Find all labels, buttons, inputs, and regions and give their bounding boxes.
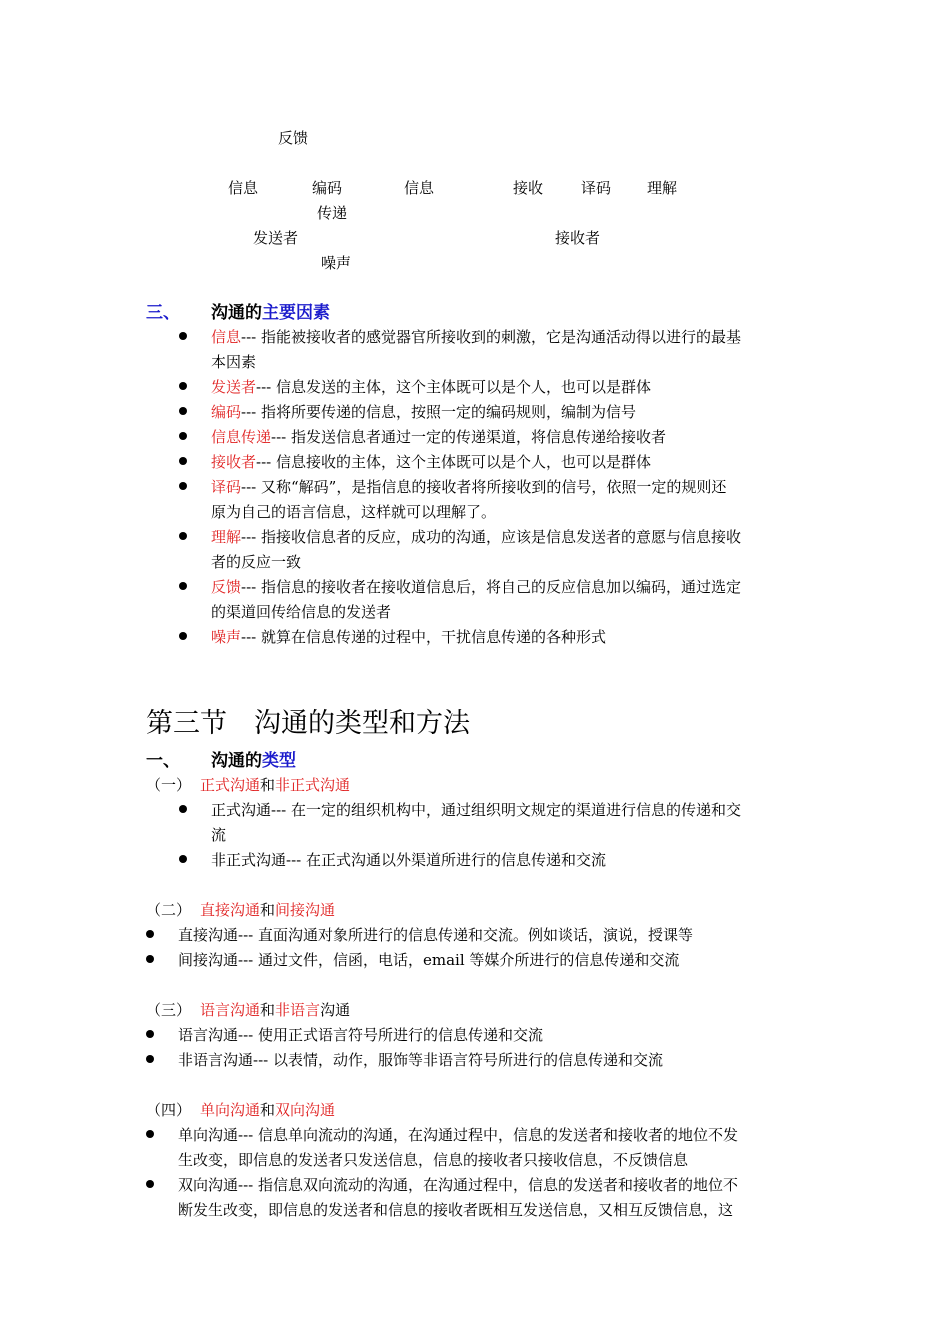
factor-term: 信息 (211, 328, 242, 346)
type-a: 单向沟通 (200, 1101, 261, 1119)
factor-term: 信息传递 (211, 428, 272, 446)
bullet-icon (179, 382, 187, 390)
bullet-icon (179, 482, 187, 490)
list-item: 直接沟通--- 直面沟通对象所进行的信息传递和交流。例如谈话，演说，授课等 (178, 926, 693, 944)
factor-item (211, 327, 741, 347)
conj: 和 (260, 776, 276, 794)
diagram-feedback: 反馈 (278, 129, 309, 147)
type-b: 非语言 (275, 1001, 321, 1019)
list-item: 语言沟通--- 使用正式语言符号所进行的信息传递和交流 (178, 1026, 543, 1044)
factor-desc-cont: 本因素 (211, 353, 257, 371)
subsection-heading (146, 1100, 335, 1120)
factor-term: 编码 (211, 403, 242, 421)
diagram-sender: 发送者 (253, 229, 299, 247)
type-a: 语言沟通 (200, 1001, 261, 1019)
bullet-icon (146, 955, 154, 963)
section-heading (211, 302, 330, 324)
type-a: 正式沟通 (200, 776, 261, 794)
list-item-cont: 生改变，即信息的发送者只发送信息，信息的接收者只接收信息，不反馈信息 (178, 1151, 689, 1169)
heading-prefix: 沟通的 (211, 751, 262, 771)
type-b: 双向沟通 (275, 1101, 336, 1119)
conj: 和 (260, 1001, 276, 1019)
bullet-icon (146, 1055, 154, 1063)
factor-item (211, 452, 651, 472)
diagram-decode: 译码 (581, 179, 612, 197)
conj: 和 (260, 901, 276, 919)
bullet-icon (179, 855, 187, 863)
factor-item (211, 577, 741, 597)
factor-desc-cont: 者的反应一致 (211, 553, 302, 571)
factor-item (211, 377, 651, 397)
bullet-icon (146, 1130, 154, 1138)
list-item: 双向沟通--- 指信息双向流动的沟通，在沟通过程中，信息的发送者和接收者的地位不 (178, 1176, 738, 1194)
factor-desc: --- 指能被接收者的感觉器官所接收到的刺激，它是沟通活动得以进行的最基 (241, 328, 741, 346)
bullet-icon (179, 582, 187, 590)
bullet-icon (179, 332, 187, 340)
bullet-icon (179, 632, 187, 640)
section-heading (211, 750, 296, 772)
diagram-understand: 理解 (647, 179, 678, 197)
diagram-info-1: 信息 (228, 179, 259, 197)
bullet-icon (179, 407, 187, 415)
subsection-number: （三） (146, 1001, 192, 1019)
diagram-info-2: 信息 (404, 179, 435, 197)
subsection-heading (146, 775, 350, 795)
bullet-icon (146, 1180, 154, 1188)
list-item-cont: 断发生改变，即信息的发送者和信息的接收者既相互发送信息，又相互反馈信息，这 (178, 1201, 734, 1219)
section-number: 一、 (146, 751, 180, 771)
conj: 和 (260, 1101, 276, 1119)
subsection-number: （一） (146, 776, 192, 794)
factor-term: 发送者 (211, 378, 257, 396)
heading-prefix: 沟通的 (211, 303, 262, 323)
factor-term: 译码 (211, 478, 242, 496)
factor-item (211, 477, 726, 497)
diagram-noise: 噪声 (321, 254, 352, 272)
factor-desc: --- 又称“解码”，是指信息的接收者将所接收到的信号，依照一定的规则还 (241, 478, 727, 496)
section-number: 三、 (146, 303, 180, 323)
list-item-cont: 流 (211, 826, 227, 844)
bullet-icon (179, 805, 187, 813)
type-b: 间接沟通 (275, 901, 336, 919)
factor-term: 接收者 (211, 453, 257, 471)
factor-item (211, 627, 606, 647)
subsection-heading (146, 900, 335, 920)
list-item: 正式沟通--- 在一定的组织机构中，通过组织明文规定的渠道进行信息的传递和交 (211, 801, 741, 819)
factor-term: 理解 (211, 528, 242, 546)
factor-desc: --- 指接收信息者的反应，成功的沟通，应该是信息发送者的意愿与信息接收 (241, 528, 741, 546)
factor-term: 反馈 (211, 578, 242, 596)
list-item: 非语言沟通--- 以表情，动作，服饰等非语言符号所进行的信息传递和交流 (178, 1051, 663, 1069)
bullet-icon (179, 532, 187, 540)
factor-term: 噪声 (211, 628, 242, 646)
bullet-icon (179, 457, 187, 465)
chapter-title: 第三节 沟通的类型和方法 (146, 708, 470, 739)
subsection-number: （二） (146, 901, 192, 919)
diagram-receive: 接收 (513, 179, 544, 197)
factor-desc: --- 信息接收的主体，这个主体既可以是个人，也可以是群体 (256, 453, 651, 471)
type-a: 直接沟通 (200, 901, 261, 919)
type-b: 非正式沟通 (275, 776, 351, 794)
list-item: 间接沟通--- 通过文件，信函，电话，email 等媒介所进行的信息传递和交流 (178, 951, 680, 969)
factor-desc: --- 指发送信息者通过一定的传递渠道，将信息传递给接收者 (271, 428, 666, 446)
list-item: 单向沟通--- 信息单向流动的沟通，在沟通过程中，信息的发送者和接收者的地位不发 (178, 1126, 738, 1144)
list-item: 非正式沟通--- 在正式沟通以外渠道所进行的信息传递和交流 (211, 851, 606, 869)
factor-desc: --- 指将所要传递的信息，按照一定的编码规则，编制为信号 (241, 403, 636, 421)
factor-desc: --- 指信息的接收者在接收道信息后，将自己的反应信息加以编码，通过选定 (241, 578, 741, 596)
bullet-icon (146, 930, 154, 938)
bullet-icon (146, 1030, 154, 1038)
diagram-encode: 编码 (312, 179, 343, 197)
factor-desc-cont: 的渠道回传给信息的发送者 (211, 603, 392, 621)
factor-desc-cont: 原为自己的语言信息，这样就可以理解了。 (211, 503, 497, 521)
bullet-icon (179, 432, 187, 440)
factor-desc: --- 信息发送的主体，这个主体既可以是个人，也可以是群体 (256, 378, 651, 396)
diagram-receiver: 接收者 (555, 229, 601, 247)
heading-emphasis: 主要因素 (262, 303, 330, 323)
diagram-transmit: 传递 (317, 204, 348, 222)
factor-item (211, 427, 666, 447)
subsection-number: （四） (146, 1101, 192, 1119)
type-b-suffix: 沟通 (320, 1001, 351, 1019)
factor-item (211, 527, 741, 547)
factor-desc: --- 就算在信息传递的过程中，干扰信息传递的各种形式 (241, 628, 606, 646)
subsection-heading (146, 1000, 350, 1020)
heading-emphasis: 类型 (262, 751, 296, 771)
factor-item (211, 402, 636, 422)
